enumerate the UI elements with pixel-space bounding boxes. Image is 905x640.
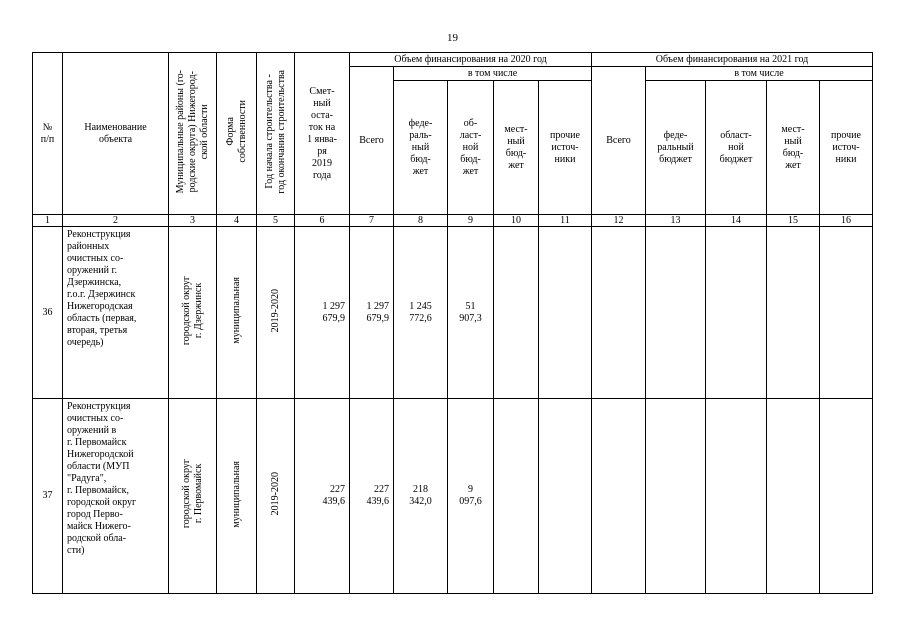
header-including-2020: в том числе [394,67,592,81]
column-number: 9 [448,215,494,227]
header-other-2020: прочие источ- ники [539,81,592,215]
column-number: 5 [257,215,295,227]
row-name: Реконструкция очистных со- оружений в г. Первомайск Нижегородской области (МУП "Радуга", г. Первомайск, городской округ город Перво- майск Нижего- родской обла- сти) [63,399,169,594]
row-total-2020: 1 297 679,9 [350,227,394,399]
header-federal-2020: феде- раль- ный бюд- жет [394,81,448,215]
row-years [257,227,295,399]
row-local-2020 [494,399,539,594]
row-ownership-text: муниципальная [230,277,242,344]
column-number: 2 [63,215,169,227]
row-federal-2021 [646,399,706,594]
header-regional-2021: област- ной бюджет [706,81,767,215]
header-including-2021: в том числе [646,67,873,81]
row-years-text: 2019-2020 [269,472,281,516]
row-ownership-text: муниципальная [230,460,242,528]
column-number: 1 [33,215,63,227]
row-years [257,399,295,594]
financing-table [32,52,873,594]
row-estimate: 227 439,6 [295,399,350,594]
row-municipal-text: городской округ г. Дзержинск [180,275,204,346]
row-local-2020 [494,227,539,399]
row-years-text: 2019-2020 [269,288,281,333]
header-fin2020: Объем финансирования на 2020 год [350,53,592,67]
column-number: 4 [217,215,257,227]
row-regional-2020: 9 097,6 [448,399,494,594]
column-number: 6 [295,215,350,227]
row-federal-2020: 1 245 772,6 [394,227,448,399]
column-number: 13 [646,215,706,227]
column-number-row [33,215,873,227]
header-local-2020: мест- ный бюд- жет [494,81,539,215]
column-number: 11 [539,215,592,227]
row-federal-2020: 218 342,0 [394,399,448,594]
column-number: 12 [592,215,646,227]
column-number: 7 [350,215,394,227]
column-number: 14 [706,215,767,227]
row-regional-2020: 51 907,3 [448,227,494,399]
header-federal-2021: феде- ральный бюджет [646,81,706,215]
row-other-2020 [539,227,592,399]
row-estimate: 1 297 679,9 [295,227,350,399]
row-local-2021 [767,399,820,594]
column-number: 10 [494,215,539,227]
row-regional-2021 [706,399,767,594]
row-ownership [217,227,257,399]
header-years-text: Год начала строительства - год окончания строительства [263,69,287,194]
row-federal-2021 [646,227,706,399]
row-other-2020 [539,399,592,594]
row-ownership [217,399,257,594]
row-other-2021 [820,399,873,594]
row-total-2020: 227 439,6 [350,399,394,594]
header-total-2020: Всего [350,67,394,215]
header-other-2021: прочие источ- ники [820,81,873,215]
row-regional-2021 [706,227,767,399]
column-number: 15 [767,215,820,227]
page-number: 19 [447,32,458,44]
table-row [33,399,873,594]
header-total-2021: Всего [592,67,646,215]
column-number: 16 [820,215,873,227]
column-number: 3 [169,215,217,227]
header-ownership-text: Форма собственности [224,100,248,163]
column-number: 8 [394,215,448,227]
header-years [257,53,295,215]
header-local-2021: мест- ный бюд- жет [767,81,820,215]
header-estimate: Смет- ный оста- ток на 1 янва- ря 2019 года [295,53,350,215]
row-total-2021 [592,399,646,594]
row-municipal-text: городской округ г. Первомайск [180,459,204,529]
row-num: 36 [33,227,63,399]
row-municipal [169,227,217,399]
header-ownership [217,53,257,215]
row-municipal [169,399,217,594]
table-row [33,227,873,399]
row-num: 37 [33,399,63,594]
row-other-2021 [820,227,873,399]
header-regional-2020: об- ласт- ной бюд- жет [448,81,494,215]
header-fin2021: Объем финансирования на 2021 год [592,53,873,67]
header-name: Наименование объекта [63,53,169,215]
header-num: № п/п [33,53,63,215]
row-name: Реконструкция районных очистных со- оружений г. Дзержинска, г.о.г. Дзержинск Нижегородская область (первая, вторая, третья очередь) [63,227,169,399]
header-municipal [169,53,217,215]
row-local-2021 [767,227,820,399]
header-municipal-text: Муниципальные районы (го- родские округа) Нижегород- ской области [174,69,210,194]
row-total-2021 [592,227,646,399]
